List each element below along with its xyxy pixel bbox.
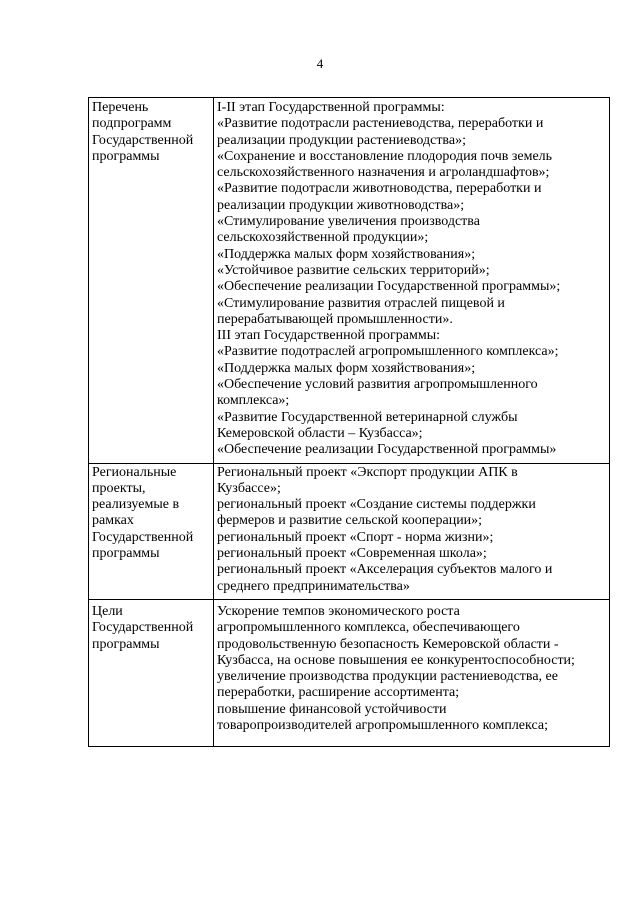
content-line: «Развитие подотраслей агропромышленного комплекса»; [217, 344, 559, 360]
content-line: «Сохранение и восстановление плодородия почв земель [217, 148, 553, 164]
row-label-line: программы [92, 148, 160, 164]
content-line: «Развитие Государственной ветеринарной службы [217, 409, 518, 425]
content-line: Региональный проект «Экспорт продукции АПК в [217, 464, 518, 480]
content-line: региональный проект «Акселерация субъектов малого и [217, 562, 553, 578]
content-line: I-II этап Государственной программы: [217, 100, 445, 115]
row-label-line: Перечень [92, 100, 149, 115]
content-line: «Поддержка малых форм хозяйствования»; [217, 246, 476, 262]
row-label-line: Цели [92, 603, 123, 619]
row-label-line: подпрограмм [92, 116, 172, 132]
content-line: фермеров и развитие сельской кооперации»; [217, 513, 483, 529]
content-line: переработки, расширение ассортимента; [217, 685, 460, 701]
content-line: III этап Государственной программы: [217, 328, 441, 344]
content-line: Кузбассе»; [217, 480, 281, 496]
content-line: Ускорение темпов экономического роста [217, 603, 460, 619]
row-content-cell [214, 599, 610, 746]
content-line: сельскохозяйственного назначения и агроландшафтов»; [217, 165, 550, 181]
content-line: продовольственную безопасность Кемеровской области - [217, 636, 559, 652]
content-line: Кемеровской области – Кузбасса»; [217, 425, 423, 441]
content-line: агропромышленного комплекса, обеспечивающего [217, 620, 520, 636]
row-label-cell [89, 599, 214, 746]
row-label-line: программы [92, 546, 160, 562]
row-label-line: Государственной [92, 620, 194, 636]
content-line: комплекса»; [217, 393, 290, 409]
row-label-line: Государственной [92, 529, 194, 545]
row-label-line: программы [92, 636, 160, 652]
content-line: региональный проект «Современная школа»; [217, 546, 487, 562]
content-line: «Поддержка малых форм хозяйствования»; [217, 360, 476, 376]
content-line: «Обеспечение реализации Государственной программы» [217, 442, 557, 458]
program-passport-table [88, 97, 610, 747]
content-line: региональный проект «Создание системы поддержки [217, 497, 536, 513]
content-line: повышение финансовой устойчивости [217, 701, 447, 717]
table-row-goals [89, 599, 610, 746]
content-line: Кузбасса, на основе повышения ее конкурентоспособности; [217, 652, 575, 668]
content-line: увеличение производства продукции растениеводства, ее [217, 669, 558, 685]
row-content-cell [214, 98, 610, 464]
content-line: товаропроизводителей агропромышленного комплекса; [217, 717, 548, 733]
content-line: «Обеспечение реализации Государственной программы»; [217, 279, 561, 295]
row-label-line: Государственной [92, 132, 194, 148]
table-row-subprograms [89, 98, 610, 464]
content-line: «Обеспечение условий развития агропромышленного [217, 377, 538, 393]
content-line: «Развитие подотрасли животноводства, переработки и [217, 181, 542, 197]
content-line: «Стимулирование увеличения производства [217, 214, 480, 230]
content-line: перерабатывающей промышленности». [217, 311, 453, 327]
row-label-line: Региональные [92, 464, 177, 480]
row-content-cell [214, 463, 610, 599]
content-line: «Развитие подотрасли растениеводства, переработки и [217, 116, 544, 132]
row-label-line: реализуемые в [92, 497, 180, 513]
row-label-line: проекты, [92, 480, 146, 496]
content-line: «Стимулирование развития отраслей пищевой и [217, 295, 505, 311]
content-line: среднего предпринимательства» [217, 578, 410, 594]
row-label-cell [89, 98, 214, 464]
content-line: региональный проект «Спорт - норма жизни»; [217, 529, 494, 545]
content-line: реализации продукции животноводства»; [217, 197, 465, 213]
content-line: «Устойчивое развитие сельских территорий»; [217, 262, 490, 278]
row-label-line: рамках [92, 513, 134, 529]
content-line: сельскохозяйственной продукции»; [217, 230, 429, 246]
content-line: реализации продукции растениеводства»; [217, 132, 466, 148]
row-label-cell [89, 463, 214, 599]
page-number: 4 [316, 56, 324, 71]
table-row-regional-projects [89, 463, 610, 599]
